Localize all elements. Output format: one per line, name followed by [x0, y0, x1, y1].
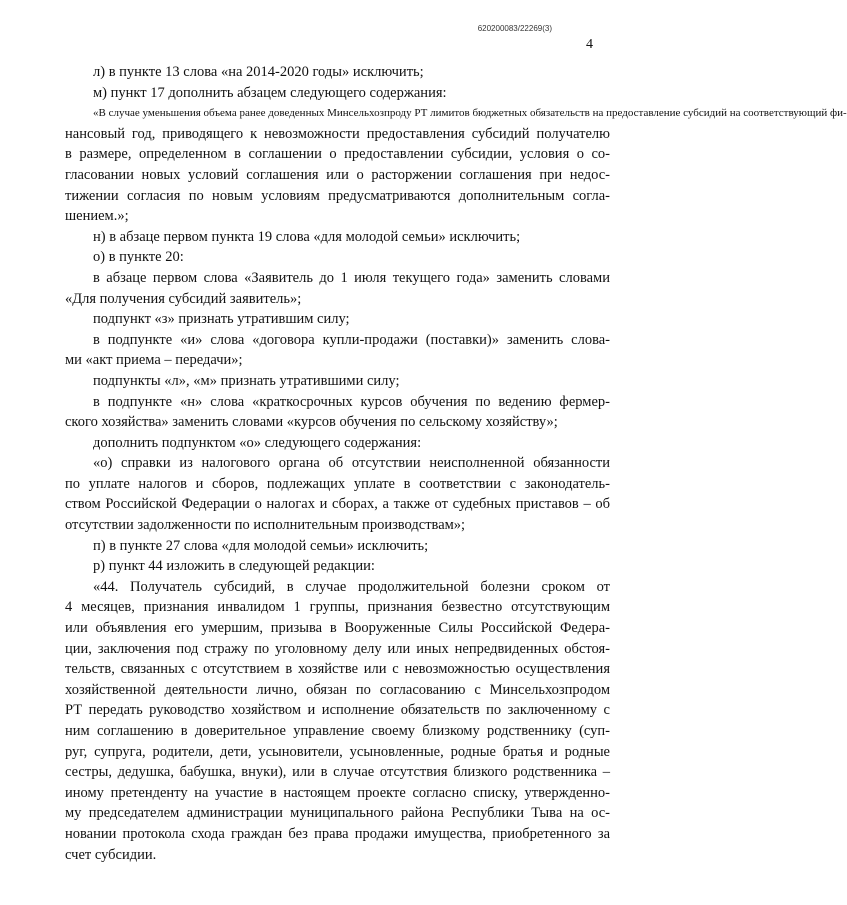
text-line: п) в пункте 27 слова «для молодой семьи» исключить; [93, 537, 429, 554]
text-line: в подпункте «и» слова «договора купли-продажи (поставки)» заменить слова- [93, 331, 610, 348]
text-line: н) в абзаце первом пункта 19 слова «для молодой семьи» исключить; [93, 228, 521, 245]
text-line: ним соглашению в доверительное управление своему близкому родственнику (суп- [65, 723, 610, 739]
paragraph [65, 536, 610, 557]
text-line: подпункт «з» признать утратившим силу; [93, 311, 350, 328]
text-line: в размере, определенном в соглашении о предоставлении субсидии, условия о со- [65, 146, 610, 163]
text-line: дополнить подпунктом «о» следующего содержания: [93, 434, 422, 451]
paragraph [65, 433, 610, 454]
text-line: тижении согласия по новым условиям предусматриваются дополнительным согла- [65, 187, 610, 204]
paragraph [65, 247, 610, 268]
paragraph [65, 268, 610, 309]
text-line: руг, супруга, родители, дети, усыновители, усыновленные, родные братья и родные [65, 743, 610, 760]
text-line: нансовый год, приводящего к невозможности предоставления субсидий получателю [65, 125, 610, 142]
text-line: «44. Получатель субсидий, в случае продолжительной болезни сроком от [93, 578, 610, 595]
text-line: в абзаце первом слова «Заявитель до 1 июля текущего года» заменить словами [93, 269, 610, 286]
text-line: «Для получения субсидий заявитель»; [65, 290, 302, 307]
text-line: ми «акт приема – передачи»; [65, 352, 243, 369]
text-line: счет субсидии. [65, 846, 157, 863]
text-line: гласовании новых условий соглашения или о расторжении соглашения при недос- [65, 166, 610, 183]
text-line: «о) справки из налогового органа об отсутствии неисполненной обязанности [93, 455, 610, 472]
paragraph [65, 371, 610, 392]
text-line: му председателем администрации муниципального района Республики Тыва на ос- [65, 805, 610, 822]
paragraph [65, 309, 610, 330]
page-number: 4 [586, 37, 593, 52]
paragraph [65, 392, 610, 433]
text-line: по уплате налогов и сборов, подлежащих уплате в соответствии с законодатель- [65, 475, 610, 492]
text-line: в подпункте «н» слова «краткосрочных курсов обучения по ведению фермер- [93, 393, 610, 410]
text-line: или объявления его умершим, призыва в Вооруженные Силы Российской Федера- [65, 620, 610, 637]
document-code: 620200083/22269(3) [477, 24, 552, 33]
paragraph [65, 556, 610, 577]
text-line: р) пункт 44 изложить в следующей редакции: [93, 558, 375, 575]
text-line: иному претенденту на участие в настоящем проекте согласно списку, утвержденно- [65, 784, 610, 801]
paragraph [65, 103, 847, 227]
text-line: РТ передать руководство хозяйством и исполнение обязательств по заключенному с [65, 702, 610, 719]
text-line: хозяйственной деятельности лично, обязан по согласованию с Минсельхозпродом [65, 681, 610, 698]
text-line: ского хозяйства» заменить словами «курсов обучения по сельскому хозяйству»; [65, 414, 558, 431]
document-body [65, 62, 847, 865]
text-line: ством Российской Федерации о налогах и сборах, а также от судебных приставов – об [65, 496, 610, 513]
text-line: 4 месяцев, признания инвалидом 1 группы, признания безвестно отсутствующим [65, 599, 610, 616]
paragraph [65, 453, 610, 535]
paragraph [65, 62, 610, 83]
text-line: тельств, связанных с отсутствием в хозяйстве или с невозможностью осуществления [65, 661, 610, 678]
text-line: ции, заключения под стражу по уголовному делу или иных непредвиденных обстоя- [65, 640, 610, 657]
text-line: отсутствии задолженности по исполнительным производствам»; [65, 517, 466, 534]
text-line: «В случае уменьшения объема ранее доведенных Минсельхозпроду РТ лимитов бюджетных обязательств на предоставление субсидий на соответствующий фи- [93, 107, 847, 120]
text-line: м) пункт 17 дополнить абзацем следующего содержания: [93, 84, 447, 101]
text-line: л) в пункте 13 слова «на 2014-2020 годы» исключить; [93, 64, 424, 80]
text-line: сестры, дедушка, бабушка, внуки), или в случае отсутствия близкого родственника – [65, 764, 610, 781]
paragraph [65, 330, 610, 371]
text-line: подпункты «л», «м» признать утратившими силу; [93, 372, 400, 389]
text-line: о) в пункте 20: [93, 249, 184, 266]
paragraph [65, 83, 610, 104]
paragraph [65, 577, 610, 865]
text-line: шением.»; [65, 208, 129, 225]
paragraph [65, 227, 610, 248]
text-line: новании протокола схода граждан без права продажи имущества, приобретенного за [65, 825, 610, 842]
